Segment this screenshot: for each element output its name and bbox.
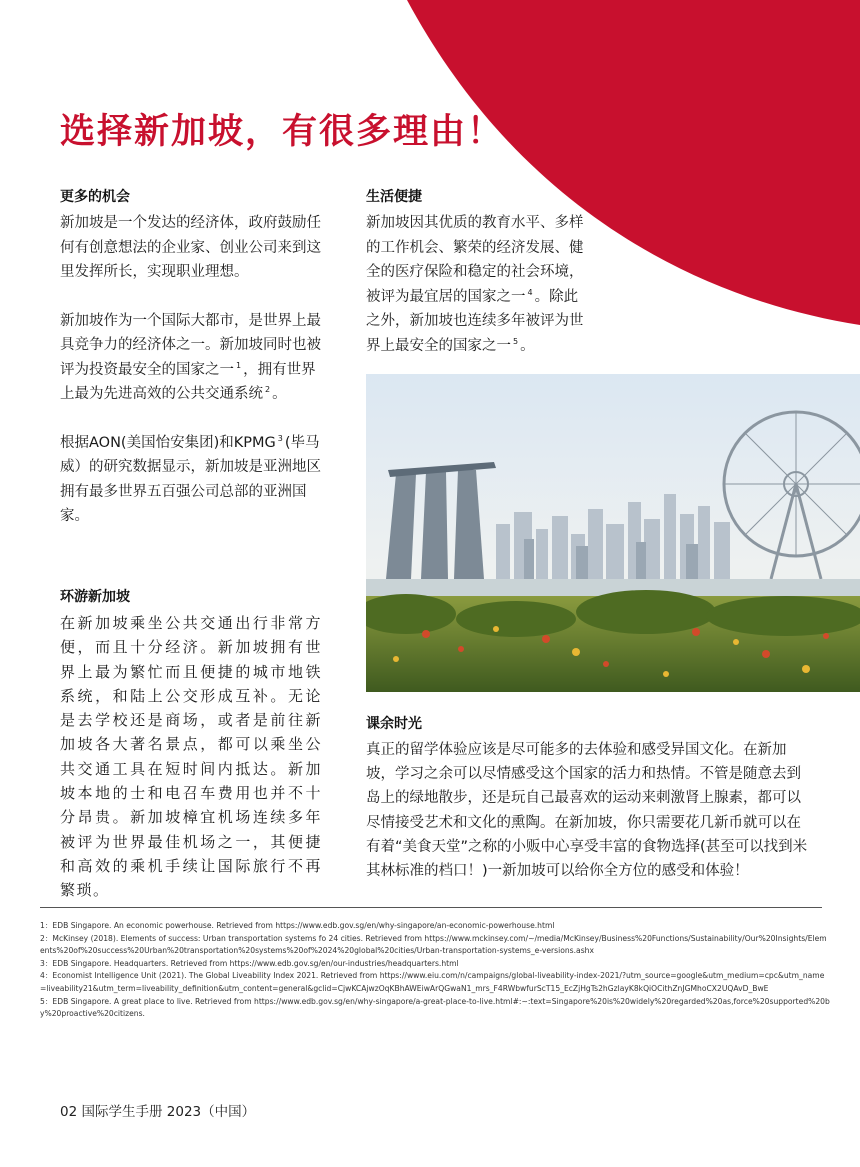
paragraph: 新加坡作为一个国际大都市，是世界上最具竞争力的经济体之一。新加坡同时也被评为投资最安全的国家之一 $^1$ ，拥有世界上最为先进高效的公共交通系统 $^2$ 。	[60, 312, 321, 402]
section-heading: 更多的机会	[60, 189, 130, 205]
paragraph: 根据AON(美国怡安集团)和KPMG $^3$ (毕马威）的研究数据显示，新加坡是亚洲地区拥有最多世界五百强公司总部的亚洲国家。	[60, 433, 321, 524]
section-heading: 环游新加坡	[60, 589, 130, 605]
section-opportunities	[60, 187, 322, 529]
footnote: 1：EDB Singapore. An economic powerhouse. Retrieved from https://www.edb.gov.sg/en/why-singapore/an-economic-powerhouse.html	[40, 921, 555, 930]
section-living	[366, 187, 590, 358]
footnote-ref: 1	[236, 360, 242, 370]
footnote-ref: 3	[277, 433, 283, 443]
footnote: 3：EDB Singapore. Headquarters. Retrieved from https://www.edb.gov.sg/en/our-industries/headquarters.html	[40, 958, 459, 968]
singapore-skyline-photo	[366, 374, 860, 692]
footnote: 5：EDB Singapore. A great place to live. Retrieved from https://www.edb.gov.sg/en/why-singapore/a-great-place-to-live.html#:~:text=Singapore%20is%20widely%20regarded%20as,force%20supported%20by%20proactive%20citizens.	[40, 996, 830, 1019]
paragraph: 新加坡是一个发达的经济体，政府鼓励任何有创意想法的企业家、创业公司来到这里发挥所长，实现职业理想。	[60, 215, 321, 280]
footnote-divider	[40, 907, 822, 908]
footnote-ref: 5	[513, 336, 519, 346]
paragraph: 真正的留学体验应该是尽可能多的去体验和感受异国文化。在新加坡，学习之余可以尽情感受这个国家的活力和热情。不管是随意去到岛上的绿地散步，还是玩自己最喜欢的运动来刺激肾上腺素，都可以尽情接受艺术和文化的熏陶。在新加坡，你只需要花几新币就可以在有着“美食天堂”之称的小贩中心享受丰富的食物选择(甚至可以找到米其林标准的档口！)一新加坡可以给你全方位的感受和体验！	[366, 742, 808, 880]
section-transport	[60, 587, 322, 903]
section-leisure	[366, 714, 810, 883]
footnote-ref: 2	[265, 385, 271, 395]
footnote: 4：Economist Intelligence Unit (2021). The Global Liveability Index 2021. Retrieved from https://www.eiu.com/n/campaigns/global-liveability-index-2021/?utm_source=google&utm_medium=cpc&utm_name=liveability21&utm_term=liveability_definition&utm_content=general&gclid=CjwKCAjwzOqKBhAWEiwArQGwaN1_mrs_F4RWbwfurScT15_EcZjHgTs2hGzlayK8kQiOCithZnJGMhoCX2UQAvD_BwE	[40, 971, 825, 993]
footnote: 2：McKinsey (2018). Elements of success: Urban transportation systems fo 24 cities. Retrieved from https://www.mckinsey.com/~/media/McKinsey/Business%20Functions/Sustainability/Our%20Insights/Elements%20of%20success%20Urban%20transportation%20systems%20of%2024%20global%20cities/Urban-transportation-systems_e-versions.ashx	[40, 933, 827, 956]
section-heading: 课余时光	[366, 716, 422, 732]
footnotes	[40, 920, 830, 1021]
footnote-ref: 4	[527, 287, 533, 297]
page-footer: 02 国际学生手册 2023（中国）	[60, 1104, 256, 1120]
section-heading: 生活便捷	[366, 189, 422, 205]
paragraph: 在新加坡乘坐公共交通出行非常方便，而且十分经济。新加坡拥有世界上最为繁忙而且便捷的城市地铁系统，和陆上公交形成互补。无论是去学校还是商场，或者是前往新加坡各大著名景点，都可以乘坐公共交通工具在短时间内抵达。新加坡本地的士和电召车费用也并不十分昂贵。新加坡樟宜机场连续多年被评为世界最佳机场之一，其便捷和高效的乘机手续让国际旅行不再繁琐。	[60, 614, 322, 900]
paragraph: 新加坡因其优质的教育水平、多样的工作机会、繁荣的经济发展、健全的医疗保险和稳定的社会环境，被评为最宜居的国家之一 $^4$ 。除此之外，新加坡也连续多年被评为世界上最安全的国家之一 $^5$ 。	[366, 215, 584, 354]
page-title: 选择新加坡，有很多理由！	[60, 112, 505, 152]
